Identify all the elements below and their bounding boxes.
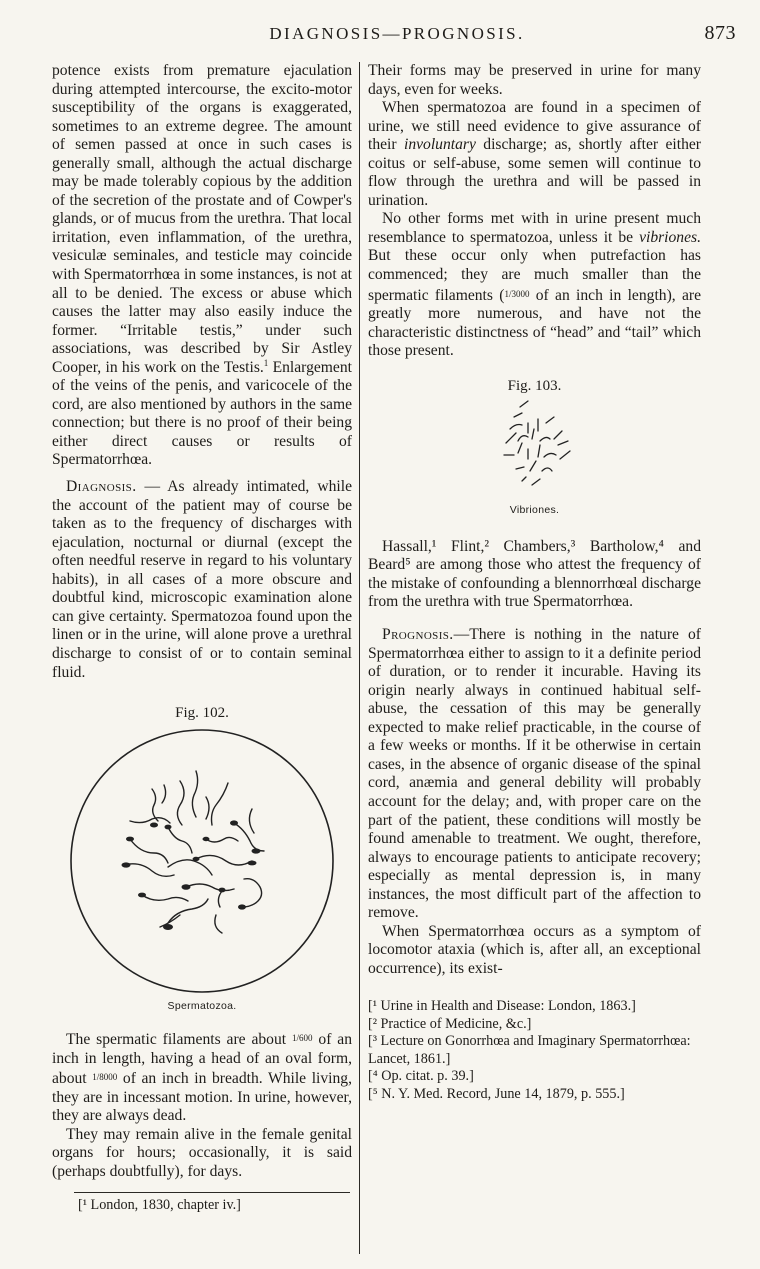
figure-caption-102: Spermatozoa. [167, 999, 237, 1012]
footnote-rule [74, 1192, 350, 1193]
paragraph [368, 99, 701, 210]
footnote: [² Practice of Medicine, &c.] [368, 1015, 532, 1032]
paragraph-text: of an inch in breadth. While living, they are in incessant motion. In urine, however, they are always dead. [52, 1070, 352, 1125]
paragraph-text: potence exists from premature ejaculation during attempted intercourse, the excito-motor susceptibility of the organs is exaggerated, sometimes to an extreme degree. The amount of semen passed at once in such cases is generally small, although the actual discharge may be made tolerably copious by the addition of the secretion of the prostate and of Cowper's glands, or of mucus from the urethra. That local irritation, even inflammation, of the urethra, vesiculæ seminales, and testicle may coincide with Spermatorrhœa in some instances, is not at all to be denied. The excess or abuse which causes the latter may also easily induce the former. “Irritable testis,” under such associations, was described by Sir Astley Cooper, in his work on the Testis. [52, 62, 352, 376]
right-column [368, 62, 701, 1103]
paragraph: When Spermatorrhœa occurs as a symptom of locomotor ataxia (which is, after all, an exceptional occurrence), its exist- [368, 922, 701, 977]
page-number: 873 [704, 22, 736, 44]
running-header [58, 22, 736, 46]
footnote-marker: 1 [263, 357, 269, 368]
footnote: [¹ Urine in Health and Disease: London, 1863.] [368, 998, 636, 1015]
fraction: 1/3000 [504, 288, 530, 299]
diagnosis-paragraph [52, 478, 352, 682]
footnote: [³ Lecture on Gonorrhœa and Imaginary Spermatorrhœa: Lancet, 1861.] [368, 1033, 691, 1067]
running-title: DIAGNOSIS—PROGNOSIS. [269, 24, 525, 43]
paragraph-text: of an inch in length), are greatly more numerous, and have not the characteristic distinctness of “head” and “tail” which those present. [368, 286, 701, 360]
footnotes [368, 998, 701, 1103]
footnote: [⁴ Op. citat. p. 39.] [368, 1068, 474, 1085]
italic-text: vibriones. [639, 228, 701, 246]
paragraph-text: But these occur only when putrefaction has commenced; they are much smaller than the spermatic filaments ( [368, 247, 701, 304]
vibriones-figure [480, 399, 590, 499]
paragraph [368, 210, 701, 360]
paragraph [52, 62, 352, 470]
prognosis-paragraph [368, 626, 701, 923]
paragraph-text: Enlargement of the veins of the penis, and varicocele of the cord, are also mentioned by authors in the same connection; but there is no proof of their being either direct causes or results of Spermatorrhœa. [52, 358, 352, 469]
paragraph-text: of an inch in length, having a head of an oval form, about [52, 1031, 352, 1088]
fraction: 1/8000 [92, 1072, 118, 1083]
figure-label-103: Fig. 103. [507, 377, 562, 394]
figure-label-102: Fig. 102. [175, 705, 229, 722]
italic-text: involuntary [403, 136, 476, 154]
section-heading-diagnosis: Diagnosis. [66, 478, 137, 496]
paragraph: They may remain alive in the female genital organs for hours; occasionally, it is said (perhaps doubtfully), for days. [52, 1125, 352, 1180]
paragraph-text: No other forms met with in urine present much resemblance to spermatozoa, unless it be [368, 210, 701, 246]
figure-caption-103: Vibriones. [509, 504, 560, 517]
paragraph-text: —There is nothing in the nature of Spermatorrhœa either to assign to it a definite period of duration, or to render it incurable. Having its origin nearly always in continued habitual self-abuse, the cessation of this may be generally expected to make relief practicable, in the course of a few weeks or months. If it be otherwise in certain cases, in the absence of organic disease of the spinal cord, anæmia and general debility will probably account for the delay; and, with proper care on the part of the patient, these conditions will mostly be found amenable to treatment. We ought, therefore, always to encourage patients to anticipate recovery; especially as mental depression is, in many instances, the most difficult part of the affection to remove. [368, 626, 701, 922]
paragraph-text: When spermatozoa are found in a specimen of urine, we still need evidence to give assurance of their [368, 99, 701, 154]
paragraph [52, 1029, 352, 1126]
paragraph: Hassall,¹ Flint,² Chambers,³ Bartholow,⁴ and Beard⁵ are among those who attest the frequency of the mistake of confounding a blennorrhœal discharge from the urethra with true Spermatorrhœa. [368, 537, 701, 611]
section-heading-prognosis: Prognosis. [382, 626, 454, 644]
spermatozoa-figure [56, 727, 348, 995]
left-column [52, 62, 352, 1214]
fraction: 1/600 [292, 1033, 313, 1044]
footnote: [⁵ N. Y. Med. Record, June 14, 1879, p. 555.] [368, 1085, 625, 1102]
column-divider [359, 62, 360, 1254]
paragraph-text: discharge; as, shortly after either coitus or self-abuse, some semen will continue to flow through the urethra and will be passed in urination. [368, 136, 701, 209]
paragraph: Their forms may be preserved in urine for many days, even for weeks. [368, 62, 701, 98]
footnote: [¹ London, 1830, chapter iv.] [78, 1196, 241, 1213]
paragraph-text: — As already intimated, while the account of the patient may of course be taken as to the frequency of discharges with ejaculation, nocturnal or diurnal (except the often needful reserve in regard to his voluntary habits), in all cases of a more obscure and doubtful kind, microscopic examination alone can give certainty. Spermatozoa found upon the linen or in the urine, will alone prove a urethral discharge to consist of or to contain seminal fluid. [52, 478, 352, 681]
paragraph-text: The spermatic filaments are about [66, 1031, 292, 1049]
